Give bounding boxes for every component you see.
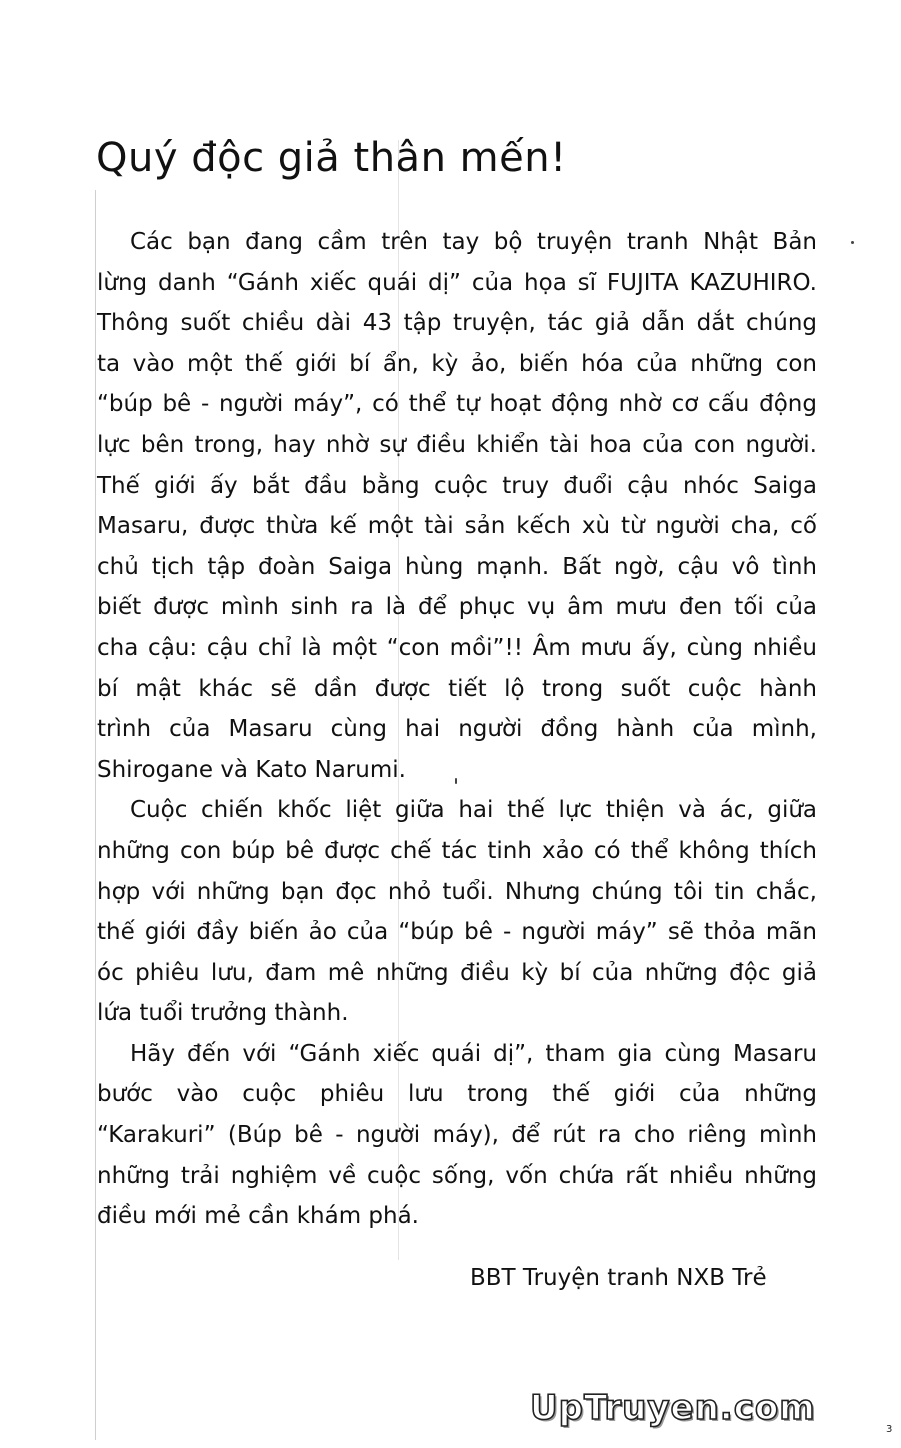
text-line: cha cậu: cậu chỉ là một “con mồi”!! Âm mưu ấy, cùng nhiều (97, 634, 817, 661)
letter-body (97, 222, 817, 1237)
paragraph-3 (97, 1034, 817, 1237)
scan-speck (455, 778, 457, 784)
text-line: “Karakuri” (Búp bê - người máy), để rút ra cho riêng mình (97, 1122, 817, 1149)
text-line: Shirogane và Kato Narumi. (97, 756, 406, 783)
text-line: điều mới mẻ cần khám phá. (97, 1203, 419, 1230)
text-line: Các bạn đang cầm trên tay bộ truyện tranh Nhật Bản (130, 229, 817, 255)
letter-title: Quý độc giả thân mến! (96, 135, 567, 181)
site-watermark: UpTruyen.com (530, 1388, 816, 1428)
paragraph-2 (97, 790, 817, 1034)
text-line: biết được mình sinh ra là để phục vụ âm mưu đen tối của (97, 594, 817, 621)
text-line: bước vào cuộc phiêu lưu trong thế giới của những (97, 1081, 817, 1108)
text-line: lứa tuổi trưởng thành. (97, 1000, 349, 1027)
text-line: lừng danh “Gánh xiếc quái dị” của họa sĩ FUJITA KAZUHIRO. (97, 269, 817, 296)
text-line: Hãy đến với “Gánh xiếc quái dị”, tham gia cùng Masaru (130, 1040, 817, 1067)
scan-fold-line (95, 190, 96, 1440)
text-line: Thế giới ấy bắt đầu bằng cuộc truy đuổi cậu nhóc Saiga (97, 472, 817, 499)
paragraph-1 (97, 222, 817, 790)
text-line: “búp bê - người máy”, có thể tự hoạt động nhờ cơ cấu động (97, 391, 817, 418)
scan-speck (851, 241, 854, 244)
text-line: hợp với những bạn đọc nhỏ tuổi. Nhưng chúng tôi tin chắc, (97, 878, 817, 905)
page-number: 3 (886, 1424, 893, 1435)
text-line: Cuộc chiến khốc liệt giữa hai thế lực thiện và ác, giữa (130, 797, 817, 824)
text-line: những con búp bê được chế tác tinh xảo có thể không thích (97, 837, 817, 864)
text-line: những trải nghiệm về cuộc sống, vốn chứa rất nhiều những (97, 1162, 817, 1189)
text-line: bí mật khác sẽ dần được tiết lộ trong suốt cuộc hành (97, 675, 817, 702)
signature: BBT Truyện tranh NXB Trẻ (470, 1265, 767, 1291)
text-line: Masaru, được thừa kế một tài sản kếch xù từ người cha, cố (97, 513, 817, 540)
text-line: thế giới đầy biến ảo của “búp bê - người máy” sẽ thỏa mãn (97, 919, 817, 946)
text-line: chủ tịch tập đoàn Saiga hùng mạnh. Bất ngờ, cậu vô tình (97, 553, 817, 580)
text-line: ta vào một thế giới bí ẩn, kỳ ảo, biến hóa của những con (97, 350, 817, 377)
text-line: óc phiêu lưu, đam mê những điều kỳ bí của những độc giả (97, 959, 817, 986)
text-line: lực bên trong, hay nhờ sự điều khiển tài hoa của con người. (97, 431, 817, 458)
text-line: Thông suốt chiều dài 43 tập truyện, tác giả dẫn dắt chúng (97, 310, 817, 337)
text-line: trình của Masaru cùng hai người đồng hành của mình, (97, 716, 817, 743)
